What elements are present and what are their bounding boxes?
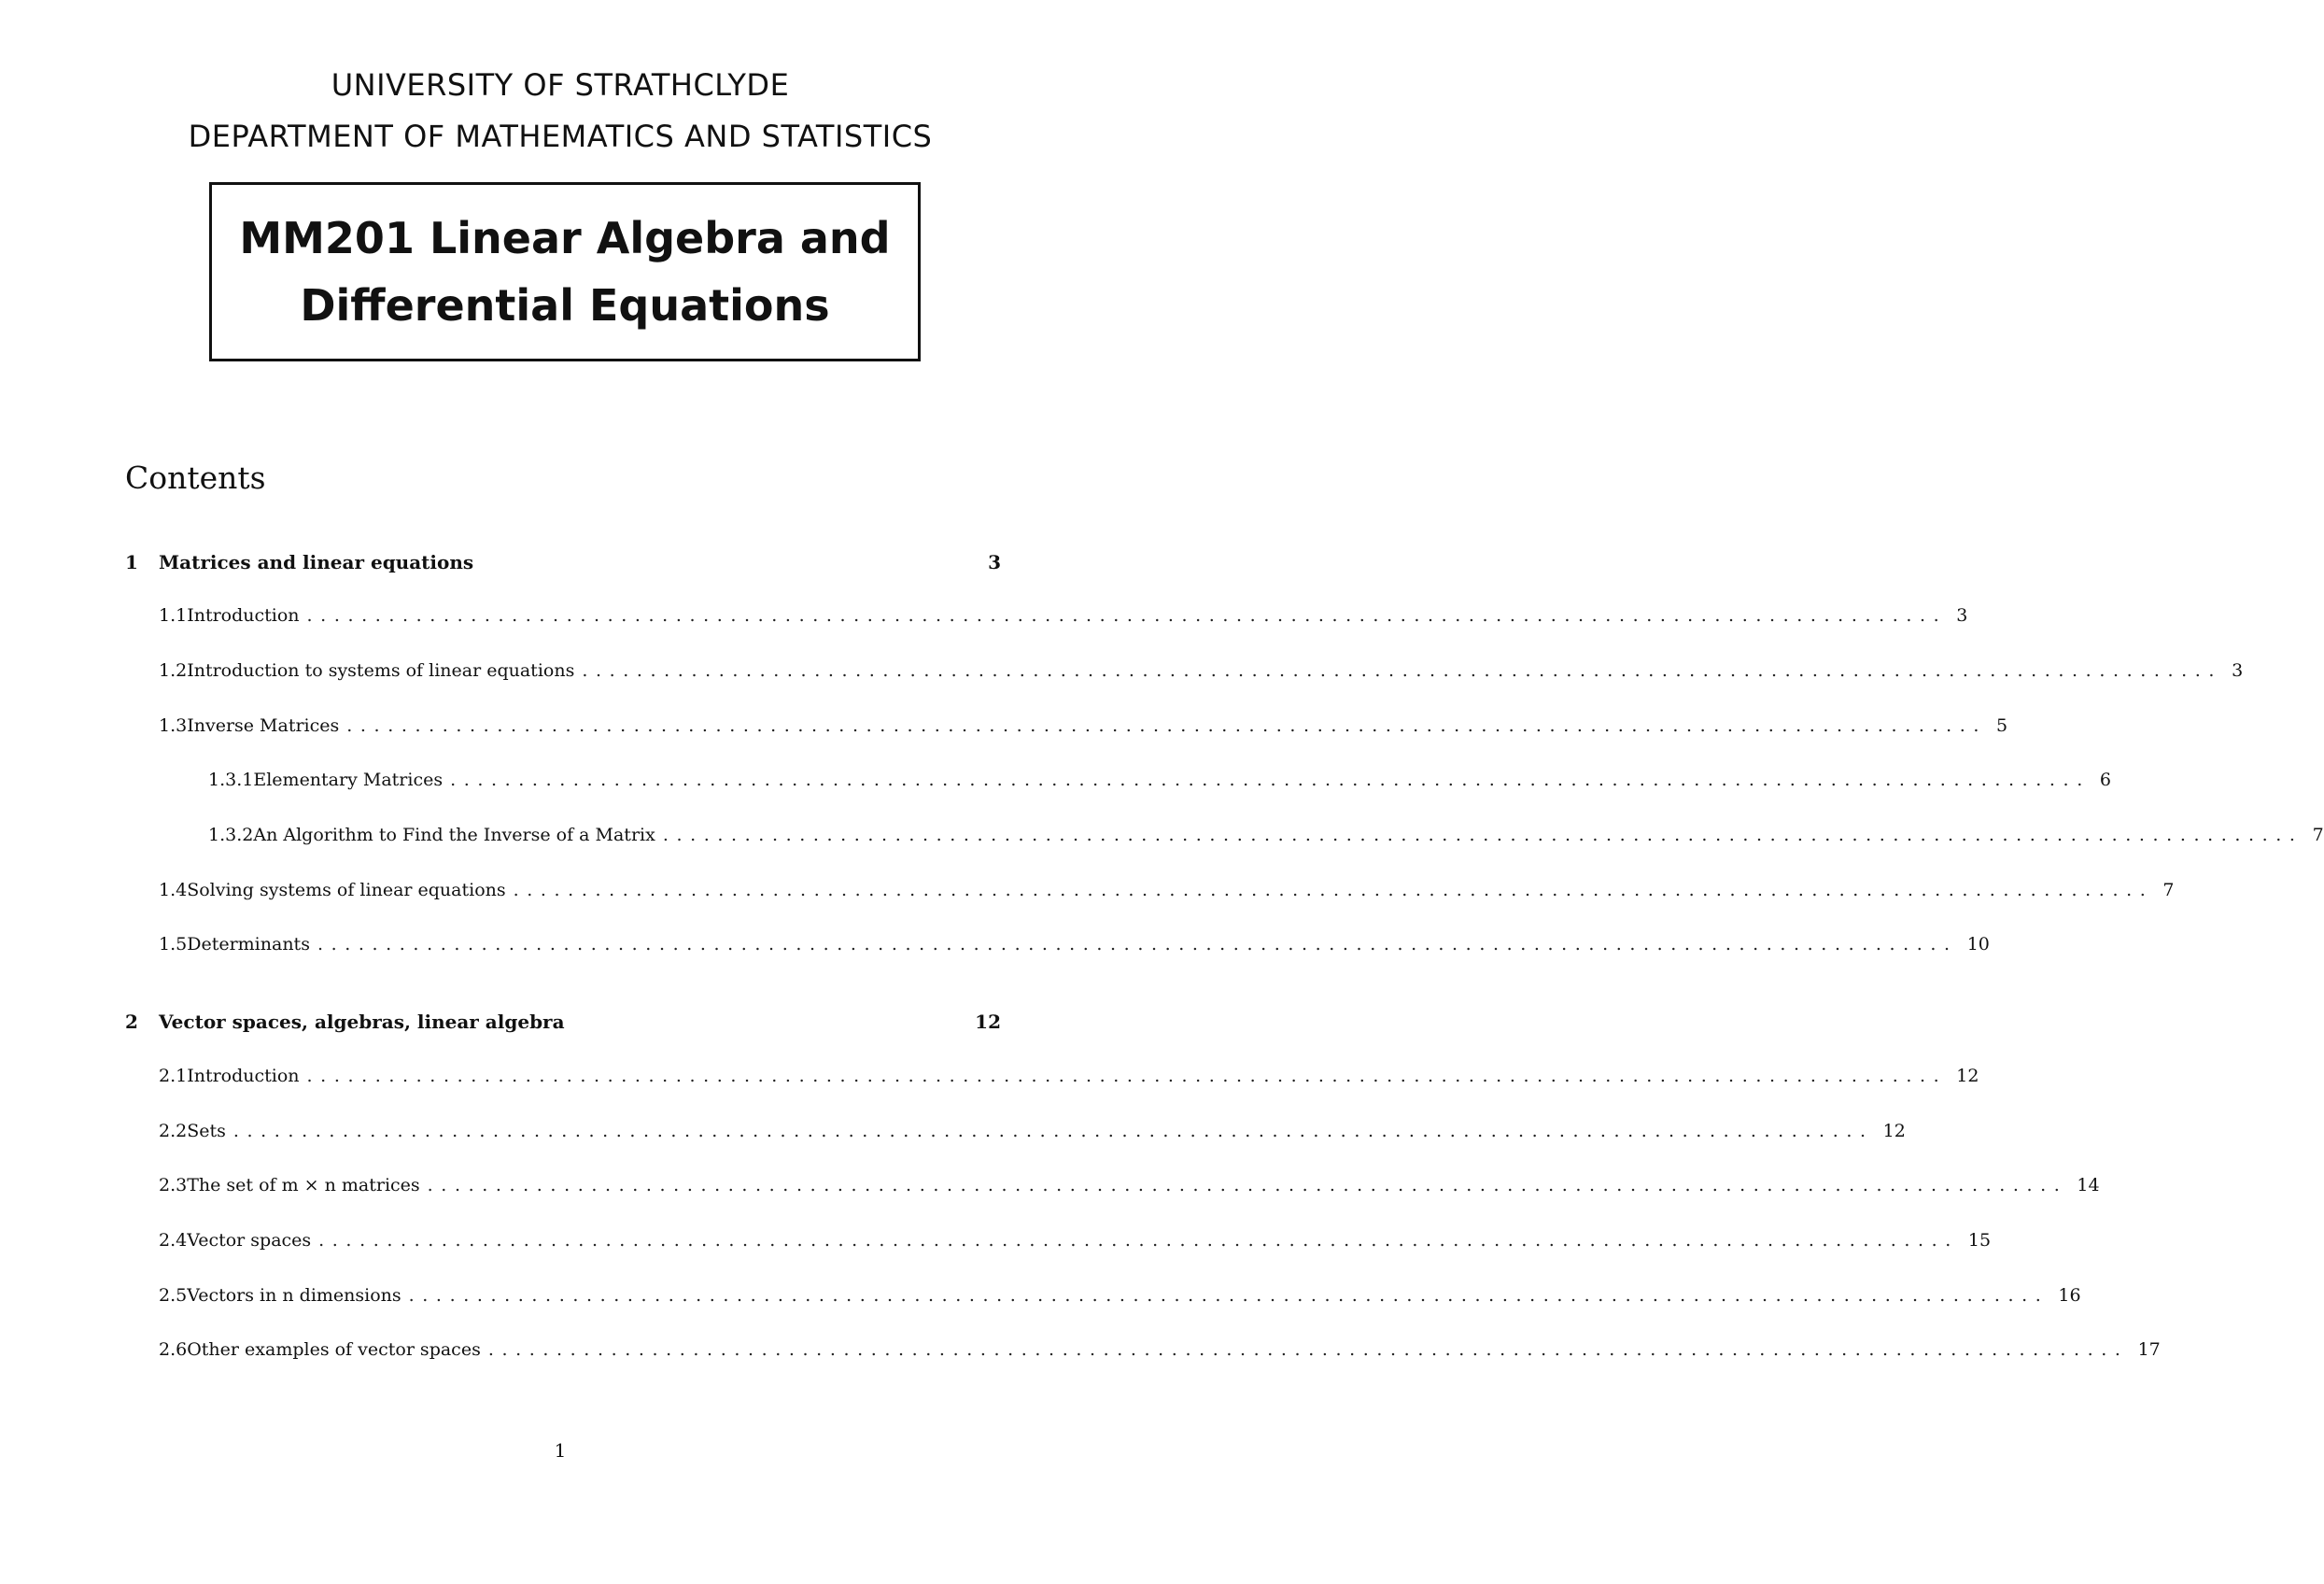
toc-leader-dots: ........................................................................................................................	[513, 880, 2154, 900]
toc-leader-dots: ........................................................................................................................	[427, 1175, 2068, 1195]
toc-entry-page: 12	[1882, 1121, 1906, 1141]
toc-entry-number: 2.1	[159, 1066, 188, 1086]
toc-entry-page: 7	[2162, 880, 2175, 900]
toc-entry-page: 10	[1966, 934, 1990, 955]
toc-leader-dots: ........................................................................................................................	[662, 825, 2303, 845]
toc-leader-dots: ........................................................................................................................	[318, 1230, 1959, 1251]
toc-entry-title: An Algorithm to Find the Inverse of a Matrix	[253, 825, 655, 845]
toc-entry[interactable]	[159, 1230, 1992, 1258]
toc-leader-dots: ........................................................................................................................	[346, 715, 1988, 736]
toc-entry-page: 12	[975, 1011, 1001, 1033]
toc-entry[interactable]	[159, 1285, 2081, 1313]
toc-entry-page: 17	[2137, 1339, 2161, 1360]
toc-entry-number: 2.4	[159, 1230, 188, 1251]
toc-entry-page: 6	[2099, 770, 2111, 790]
toc-entry[interactable]	[159, 660, 2244, 688]
toc-entry-title: Other examples of vector spaces	[187, 1339, 481, 1360]
toc-leader-dots: ........................................................................................................................	[487, 1339, 2129, 1360]
toc-entry-title: Vector spaces	[187, 1230, 312, 1251]
toc-leader-dots: ........................................................................................................................	[306, 605, 1948, 626]
page-number: 1	[554, 1439, 567, 1462]
toc-entry-number: 2.3	[159, 1175, 188, 1195]
toc-entry[interactable]	[159, 715, 2008, 743]
toc-entry-number: 1.2	[159, 660, 188, 681]
toc-leader-dots: ........................................................................................................................	[408, 1285, 2049, 1306]
toc-entry-page: 3	[988, 551, 1001, 573]
university-name: UNIVERSITY OF STRATHCLYDE	[331, 67, 790, 103]
toc-entry-title: The set of m × n matrices	[187, 1175, 420, 1195]
toc-entry-number: 1.3	[159, 715, 188, 736]
toc-entry-page: 15	[1967, 1230, 1992, 1251]
toc-leader-dots: ........................................................................................................................	[582, 660, 2223, 681]
contents-heading: Contents	[125, 460, 266, 496]
toc-leader-dots: ........................................................................................................................	[306, 1066, 1948, 1086]
toc-entry-title: Inverse Matrices	[187, 715, 340, 736]
toc-entry-number: 2	[125, 1011, 138, 1033]
toc-entry-number: 1	[125, 551, 138, 573]
toc-entry-title: Elementary Matrices	[253, 770, 444, 790]
toc-entry[interactable]	[208, 825, 2324, 853]
toc-entry-number: 2.5	[159, 1285, 188, 1306]
toc-entry-title: Introduction	[187, 1066, 300, 1086]
toc-entry-title: Determinants	[187, 934, 310, 955]
toc-entry-number: 2.6	[159, 1339, 188, 1360]
toc-chapter-entry[interactable]	[125, 1011, 1001, 1039]
toc-entry[interactable]	[159, 1066, 1979, 1094]
toc-entry-title: Sets	[187, 1121, 226, 1141]
department-name: DEPARTMENT OF MATHEMATICS AND STATISTICS	[188, 119, 933, 154]
toc-entry[interactable]	[159, 1339, 2161, 1367]
toc-leader-dots: ........................................................................................................................	[450, 770, 2091, 790]
toc-entry-title: Matrices and linear equations	[159, 551, 474, 573]
toc-entry-number: 1.3.2	[208, 825, 254, 845]
toc-entry-number: 1.5	[159, 934, 188, 955]
toc-entry-number: 1.4	[159, 880, 188, 900]
toc-entry-page: 3	[1956, 605, 1968, 626]
toc-entry-page: 5	[1996, 715, 2008, 736]
course-title-line-1: MM201 Linear Algebra and	[239, 213, 891, 263]
toc-entry-number: 1.3.1	[208, 770, 254, 790]
toc-leader-dots: ........................................................................................................................	[232, 1121, 1874, 1141]
course-title-line-2: Differential Equations	[300, 280, 830, 331]
toc-entry[interactable]	[159, 934, 1990, 962]
toc-entry-number: 1.1	[159, 605, 188, 626]
toc-entry[interactable]	[159, 1121, 1906, 1149]
toc-entry-title: Vectors in n dimensions	[187, 1285, 401, 1306]
toc-entry-page: 16	[2058, 1285, 2081, 1306]
toc-entry[interactable]	[159, 605, 1968, 633]
toc-entry-page: 7	[2312, 825, 2324, 845]
toc-entry[interactable]	[159, 880, 2175, 908]
toc-entry-title: Solving systems of linear equations	[187, 880, 506, 900]
toc-entry-page: 14	[2077, 1175, 2100, 1195]
toc-entry-page: 3	[2232, 660, 2244, 681]
toc-entry-title: Introduction	[187, 605, 300, 626]
toc-entry[interactable]	[159, 1175, 2100, 1203]
toc-entry-title: Introduction to systems of linear equations	[187, 660, 575, 681]
course-title-box	[209, 182, 921, 361]
toc-leader-dots: ........................................................................................................................	[317, 934, 1958, 955]
toc-entry-number: 2.2	[159, 1121, 188, 1141]
toc-entry[interactable]	[208, 770, 2111, 798]
toc-entry-page: 12	[1956, 1066, 1979, 1086]
toc-chapter-entry[interactable]	[125, 551, 1001, 579]
toc-entry-title: Vector spaces, algebras, linear algebra	[159, 1011, 565, 1033]
